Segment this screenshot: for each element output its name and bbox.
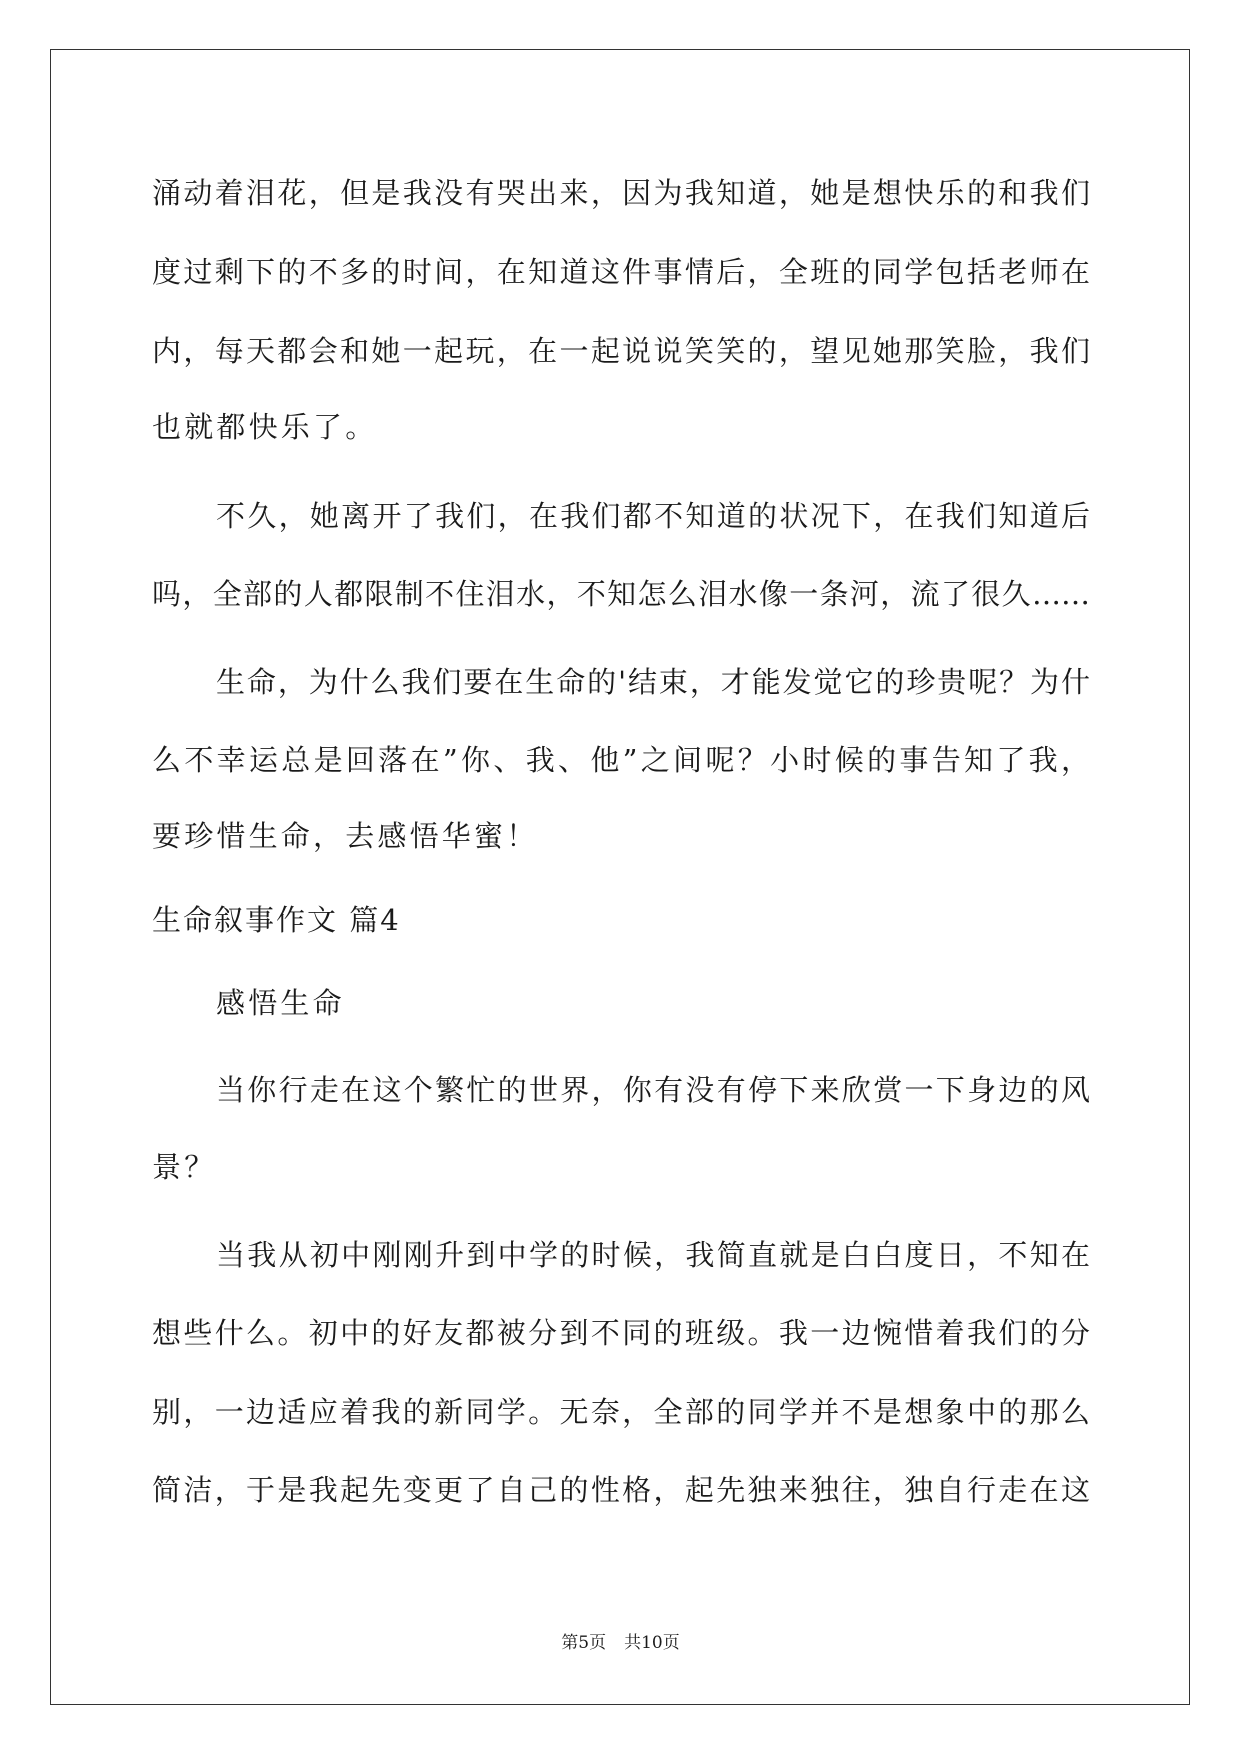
text-line: 当你行走在这个繁忙的世界，你有没有停下来欣赏一下身边的风 — [216, 1073, 1090, 1107]
text-line: 简洁，于是我起先变更了自己的性格，起先独来独往，独自行走在这 — [152, 1473, 1090, 1507]
essay-title: 感悟生命 — [216, 986, 345, 1020]
text-line: 内，每天都会和她一起玩，在一起说说笑笑的，望见她那笑脸，我们 — [152, 334, 1090, 368]
text-line: 吗，全部的人都限制不住泪水，不知怎么泪水像一条河，流了很久…… — [152, 577, 1090, 611]
text-line: 么不幸运总是回落在”你、我、他”之间呢？小时候的事告知了我， — [152, 743, 1090, 777]
text-line: 也就都快乐了。 — [152, 410, 378, 444]
text-line: 景？ — [152, 1150, 217, 1184]
section-heading: 生命叙事作文 篇4 — [152, 903, 401, 937]
text-line: 生命，为什么我们要在生命的'结束，才能发觉它的珍贵呢？为什 — [216, 665, 1090, 699]
text-line: 当我从初中刚刚升到中学的时候，我简直就是白白度日，不知在 — [216, 1238, 1090, 1272]
text-line: 别，一边适应着我的新同学。无奈，全部的同学并不是想象中的那么 — [152, 1395, 1090, 1429]
text-line: 度过剩下的不多的时间，在知道这件事情后，全班的同学包括老师在 — [152, 255, 1090, 289]
text-line: 想些什么。初中的好友都被分到不同的班级。我一边惋惜着我们的分 — [152, 1316, 1090, 1350]
page-footer — [0, 1631, 1241, 1655]
page-number: 第5页 — [561, 1633, 607, 1653]
page-border — [50, 49, 1190, 1705]
text-line: 要珍惜生命，去感悟华蜜！ — [152, 819, 539, 853]
text-line: 涌动着泪花，但是我没有哭出来，因为我知道，她是想快乐的和我们 — [152, 176, 1090, 210]
text-line: 不久，她离开了我们，在我们都不知道的状况下，在我们知道后 — [216, 499, 1090, 533]
page-total: 共10页 — [624, 1633, 680, 1653]
